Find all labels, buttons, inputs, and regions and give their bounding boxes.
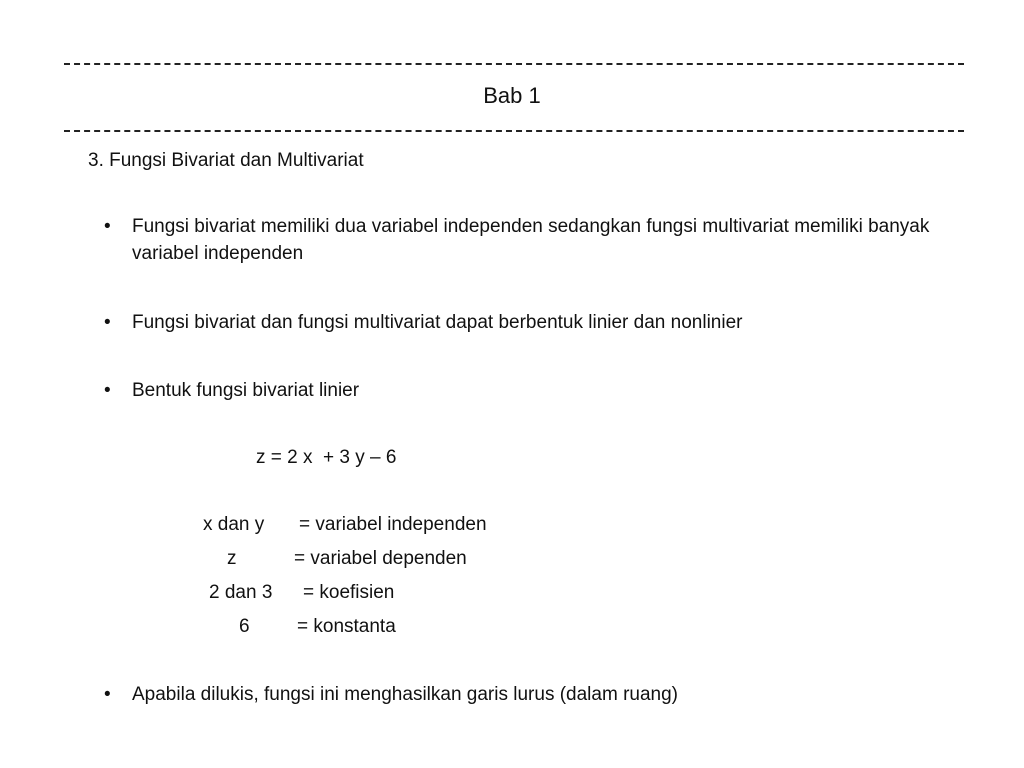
bullet-dot-icon: • [104,216,111,237]
bottom-dashed-divider [64,130,964,132]
bullet-dot-icon: • [104,380,111,401]
bullet-dot-icon: • [104,312,111,333]
top-dashed-divider [64,63,964,65]
definition-meaning: = konstanta [297,616,396,637]
bullet-text: Fungsi bivariat memiliki dua variabel independen sedangkan fungsi multivariat memiliki banyak variabel independen [132,216,930,264]
bullet-item [104,377,964,404]
definition-meaning: = koefisien [303,582,395,603]
bullet-text: Apabila dilukis, fungsi ini menghasilkan garis lurus (dalam ruang) [132,684,678,705]
bullet-text: Fungsi bivariat dan fungsi multivariat dapat berbentuk linier dan nonlinier [132,312,743,333]
definition-term: 6 [239,616,250,637]
bullet-item [104,309,964,336]
section-heading: 3. Fungsi Bivariat dan Multivariat [88,150,364,171]
definition-term: x dan y [203,514,265,535]
bullet-item [104,213,964,267]
equation: z = 2 x + 3 y – 6 [256,447,397,468]
definition-meaning: = variabel dependen [294,548,467,569]
page-title: Bab 1 [483,83,541,108]
bullet-text: Bentuk fungsi bivariat linier [132,380,360,401]
bullet-item [104,681,964,708]
definition-term: 2 dan 3 [209,582,273,603]
definition-meaning: = variabel independen [299,514,487,535]
bullet-dot-icon: • [104,684,111,705]
definition-term: z [227,548,237,569]
